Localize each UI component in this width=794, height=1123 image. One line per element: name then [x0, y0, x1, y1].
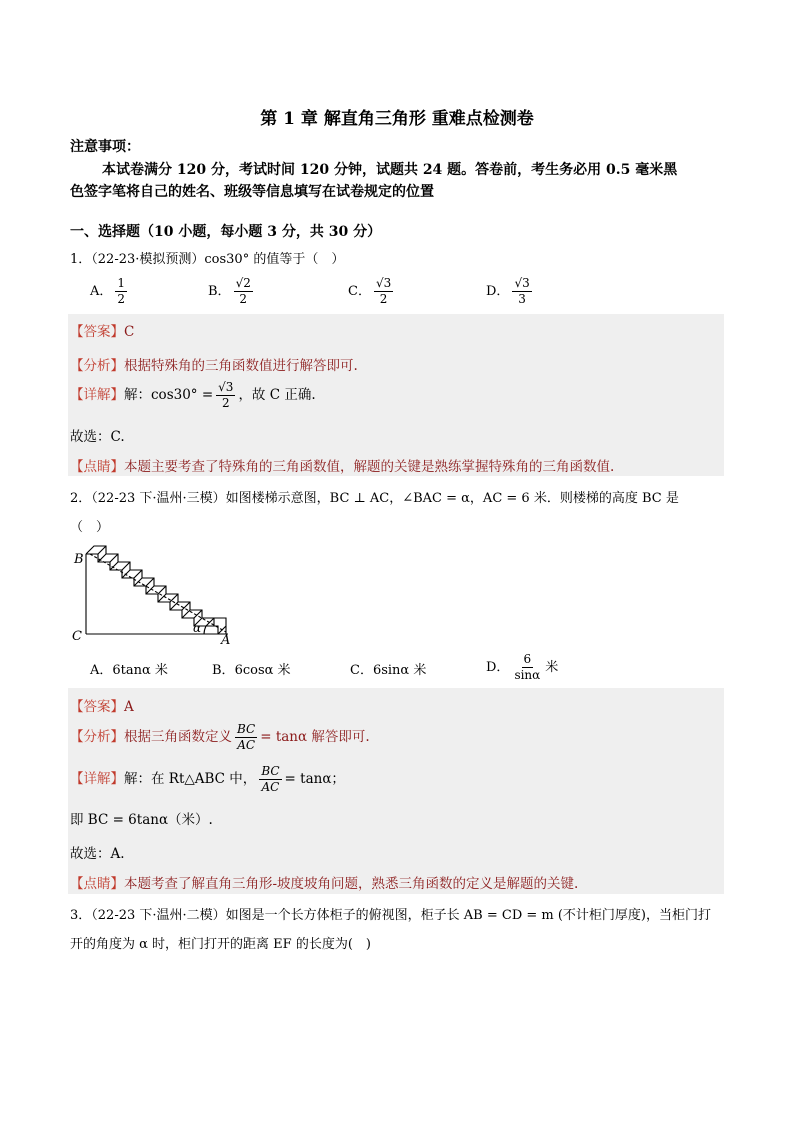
- q3-stem-line-1: 3．（22-23 下·温州·二模）如图是一个长方体柜子的俯视图，柜子长 AB = CD = m (不计柜门厚度)，当柜门打: [70, 908, 712, 923]
- q1-option-a: A． $\frac{1}{2}$: [90, 276, 126, 306]
- q2-analysis: 【分析】根据三角函数定义 $\frac{BC}{AC}$ = tanα 解答即可.: [70, 722, 370, 752]
- q2-stem-line-2: （ ）: [70, 520, 110, 535]
- staircase-figure: [68, 540, 248, 646]
- q2-option-b: B．6cosα 米: [212, 663, 291, 678]
- q1-analysis: 【分析】根据特殊角的三角函数值进行解答即可.: [70, 358, 358, 374]
- label-alpha: α: [193, 621, 202, 635]
- page-title: 第 1 章 解直角三角形 重难点检测卷: [260, 109, 534, 129]
- q2-detail-line-2: 即 BC = 6tanα（米）.: [70, 812, 213, 828]
- q1-option-c: C． $\frac{√3}{2}$: [348, 276, 392, 306]
- q2-answer: 【答案】A: [70, 699, 134, 715]
- q2-choose: 故选：A.: [70, 846, 125, 862]
- label-a: A: [221, 633, 231, 646]
- notice-line-2: 色签字笔将自己的姓名、班级等信息填写在试卷规定的位置: [70, 184, 434, 200]
- stair-top-faces: [86, 546, 226, 634]
- alpha-arc: [204, 626, 206, 634]
- q1-comment: 【点睛】本题主要考查了特殊角的三角函数值，解题的关键是熟练掌握特殊角的三角函数值.: [70, 459, 615, 475]
- q2-comment: 【点睛】本题考查了解直角三角形-坡度坡角问题，熟悉三角函数的定义是解题的关键.: [70, 876, 579, 892]
- q3-stem-line-2: 开的角度为 α 时，柜门打开的距离 EF 的长度为( ): [70, 937, 371, 952]
- q1-stem: 1．（22-23·模拟预测）cos30° 的值等于（ ）: [70, 252, 345, 267]
- q2-option-d: D． $\frac{6}{\sin\alpha}$ 米: [486, 652, 559, 682]
- q2-option-c: C．6sinα 米: [350, 663, 427, 678]
- q2-option-a: A．6tanα 米: [90, 663, 168, 678]
- section-heading: 一、选择题（10 小题，每小题 3 分，共 30 分）: [70, 224, 382, 240]
- q1-detail: 【详解】解：cos30° = $\frac{√3}{2}$ ，故 C 正确.: [70, 380, 316, 410]
- q1-choose: 故选：C.: [70, 429, 125, 445]
- q1-answer: 【答案】C: [70, 324, 135, 340]
- label-c: C: [72, 629, 82, 644]
- notice-heading: 注意事项：: [70, 139, 140, 155]
- q1-option-b: B． $\frac{√2}{2}$: [208, 276, 251, 306]
- q2-stem-line-1: 2．（22-23 下·温州·三模）如图楼梯示意图，BC ⊥ AC，∠BAC = α，AC = 6 米．则楼梯的高度 BC 是: [70, 491, 679, 506]
- q1-option-d: D． $\frac{√3}{3}$: [486, 276, 530, 306]
- label-b: B: [74, 552, 84, 567]
- q2-detail: 【详解】解：在 Rt△ABC 中， $\frac{BC}{AC}$ = tanα；: [70, 764, 345, 794]
- notice-line-1: 本试卷满分 120 分，考试时间 120 分钟，试题共 24 题。答卷前，考生务必用 0.5 毫米黑: [102, 162, 678, 178]
